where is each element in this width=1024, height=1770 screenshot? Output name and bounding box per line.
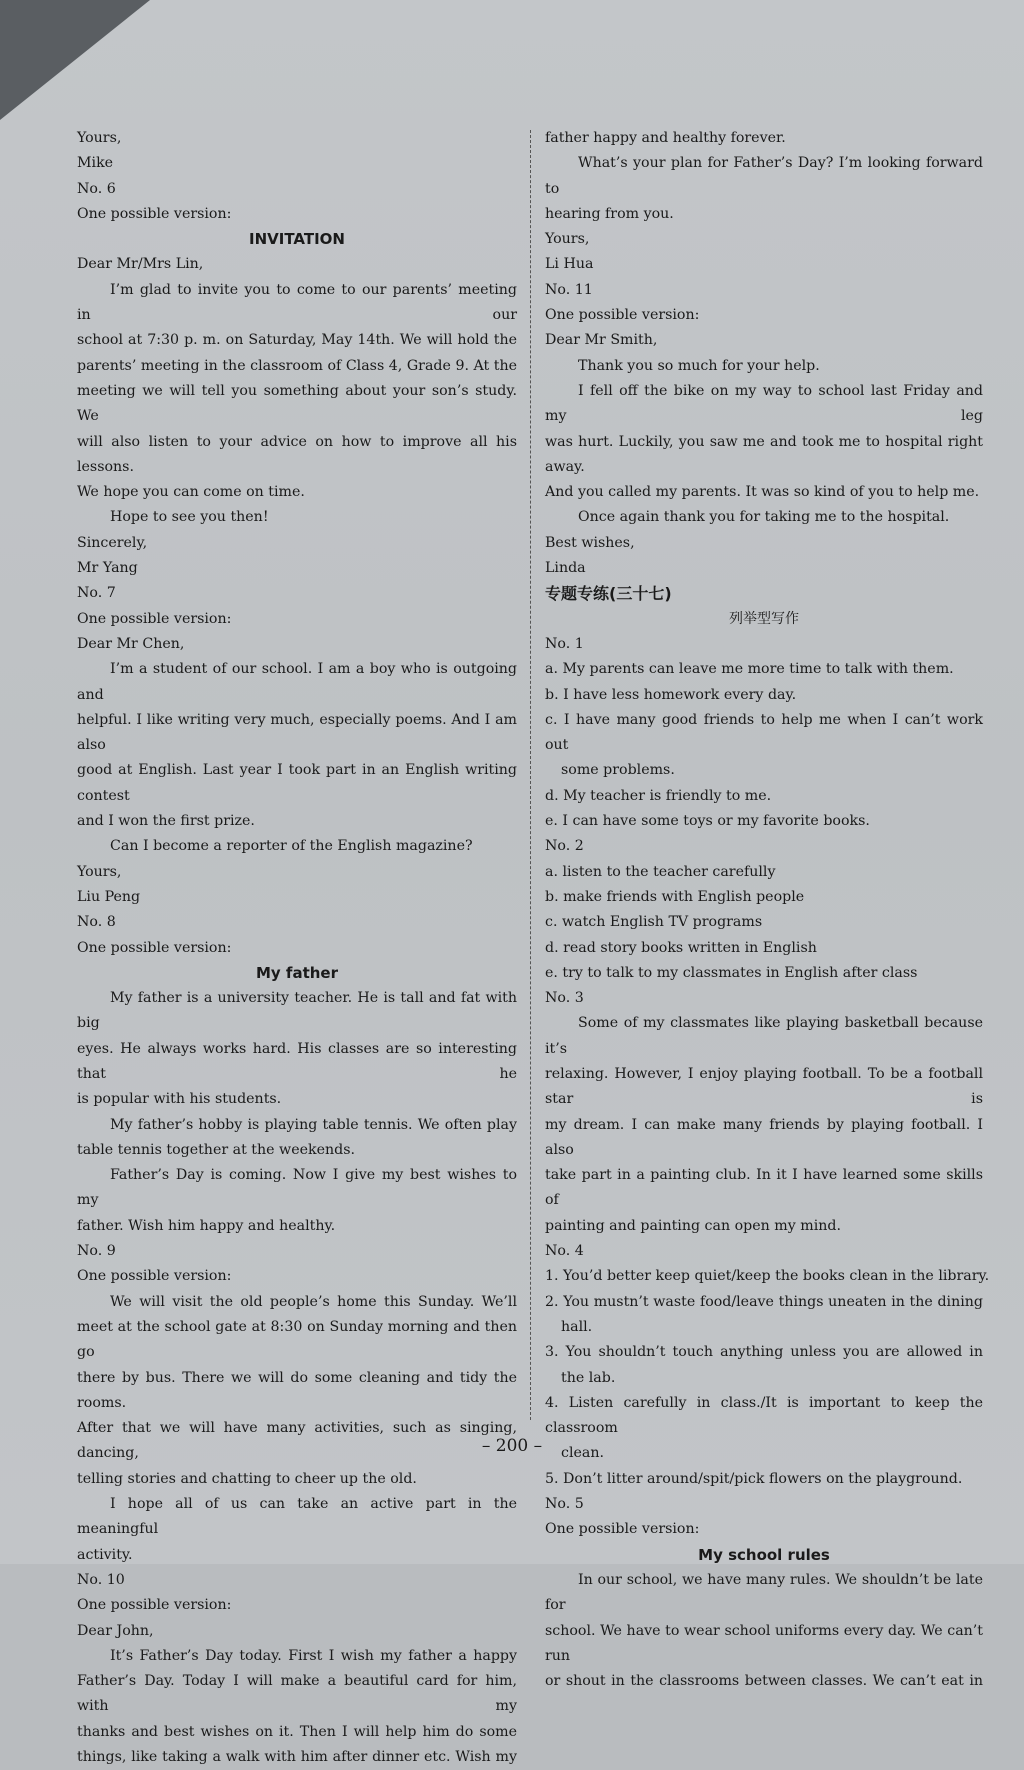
page-number: – 200 –: [481, 1436, 543, 1456]
right-line-28: d. read story books written in English: [545, 939, 817, 956]
right-line-16: 列举型写作: [729, 610, 799, 627]
right-line-37: 1. You’d better keep quiet/keep the books clean in the library.: [545, 1268, 990, 1285]
left-line-31: My father’s hobby is playing table tennis. We often play: [110, 1116, 517, 1133]
right-line-49: school. We have to wear school uniforms every day. We can’t run: [545, 1622, 983, 1664]
right-line-48: In our school, we have many rules. We shouldn’t be late for: [545, 1571, 983, 1614]
right-line-10: was hurt. Luckily, you saw me and took me to hospital right away.: [545, 433, 983, 475]
right-line-32: relaxing. However, I enjoy playing football. To be a football star is: [545, 1065, 983, 1108]
left-line-12: Hope to see you then!: [110, 509, 269, 526]
left-line-11: We hope you can come on time.: [77, 484, 305, 501]
left-line-43: activity.: [77, 1546, 133, 1563]
left-line-23: Yours,: [77, 863, 122, 880]
right-line-27: c. watch English TV programs: [545, 914, 763, 931]
left-line-15: No. 7: [77, 585, 116, 602]
right-line-24: No. 2: [545, 838, 584, 855]
right-column: [545, 126, 990, 1694]
left-line-4: INVITATION: [249, 230, 345, 249]
left-line-33: Father’s Day is coming. Now I give my best wishes to my: [77, 1167, 517, 1209]
right-line-41: the lab.: [561, 1369, 616, 1386]
left-line-40: After that we will have many activities, such as singing, dancing,: [77, 1420, 517, 1462]
left-line-17: Dear Mr Chen,: [77, 635, 185, 652]
left-line-47: It’s Father’s Day today. First I wish my father a happy: [110, 1647, 517, 1664]
left-line-45: One possible version:: [77, 1597, 232, 1614]
right-line-20: c. I have many good friends to help me when I can’t work out: [545, 711, 983, 754]
left-line-42: I hope all of us can take an active part in the meaningful: [77, 1496, 517, 1538]
left-line-32: table tennis together at the weekends.: [77, 1141, 355, 1158]
left-line-3: One possible version:: [77, 205, 232, 222]
left-line-7: school at 7:30 p. m. on Saturday, May 14th. We will hold the: [77, 332, 517, 349]
left-line-24: Liu Peng: [77, 888, 141, 905]
left-line-10: will also listen to your advice on how to improve all his lessons.: [77, 433, 517, 475]
right-line-8: Thank you so much for your help.: [578, 357, 820, 374]
right-line-39: hall.: [561, 1318, 593, 1335]
right-line-50: or shout in the classrooms between classes. We can’t eat in: [545, 1673, 983, 1690]
left-line-27: My father: [256, 963, 338, 982]
left-line-14: Mr Yang: [77, 560, 138, 577]
right-line-1: What’s your plan for Father’s Day? I’m looking forward to: [545, 155, 983, 197]
left-line-48: Father’s Day. Today I will make a beautiful card for him, with my: [77, 1673, 517, 1715]
right-line-17: No. 1: [545, 635, 584, 652]
left-line-37: We will visit the old people’s home this Sunday. We’ll: [110, 1293, 517, 1310]
right-line-4: Li Hua: [545, 256, 594, 273]
left-line-2: No. 6: [77, 180, 116, 197]
right-line-44: 5. Don’t litter around/spit/pick flowers on the playground.: [545, 1470, 963, 1487]
right-line-29: e. try to talk to my classmates in English after class: [545, 964, 918, 981]
left-line-49: thanks and best wishes on it. Then I will help him do some: [77, 1723, 517, 1740]
left-line-38: meet at the school gate at 8:30 on Sunday morning and then go: [77, 1318, 517, 1361]
right-line-42: 4. Listen carefully in class./It is important to keep the classroom: [545, 1394, 983, 1437]
left-line-36: One possible version:: [77, 1268, 232, 1285]
right-line-36: No. 4: [545, 1243, 584, 1260]
left-line-6: I’m glad to invite you to come to our parents’ meeting in our: [77, 281, 517, 324]
right-line-46: One possible version:: [545, 1521, 700, 1538]
right-line-18: a. My parents can leave me more time to talk with them.: [545, 661, 954, 678]
left-line-28: My father is a university teacher. He is tall and fat with big: [77, 990, 517, 1032]
left-line-34: father. Wish him happy and healthy.: [77, 1217, 336, 1234]
left-line-25: No. 8: [77, 914, 116, 931]
left-line-8: parents’ meeting in the classroom of Class 4, Grade 9. At the: [77, 357, 517, 374]
left-line-29: eyes. He always works hard. His classes are so interesting that he: [77, 1040, 517, 1082]
left-line-35: No. 9: [77, 1243, 116, 1260]
left-line-44: No. 10: [77, 1571, 125, 1588]
left-line-39: there by bus. There we will do some cleaning and tidy the rooms.: [77, 1369, 517, 1411]
right-line-13: Best wishes,: [545, 534, 635, 551]
right-line-43: clean.: [561, 1445, 604, 1462]
left-column: [77, 126, 517, 1770]
right-line-30: No. 3: [545, 990, 584, 1007]
left-line-20: good at English. Last year I took part in an English writing contest: [77, 762, 517, 804]
left-line-30: is popular with his students.: [77, 1091, 282, 1108]
right-line-31: Some of my classmates like playing basketball because it’s: [545, 1015, 983, 1057]
right-line-25: a. listen to the teacher carefully: [545, 863, 776, 880]
right-line-9: I fell off the bike on my way to school last Friday and my leg: [545, 382, 983, 425]
right-line-15: 专题专练(三十七): [545, 584, 672, 604]
left-line-26: One possible version:: [77, 939, 232, 956]
right-line-6: One possible version:: [545, 307, 700, 324]
left-line-16: One possible version:: [77, 610, 232, 627]
right-line-11: And you called my parents. It was so kind of you to help me.: [545, 484, 980, 501]
left-line-5: Dear Mr/Mrs Lin,: [77, 256, 204, 273]
right-line-5: No. 11: [545, 281, 593, 298]
right-line-26: b. make friends with English people: [545, 888, 805, 905]
left-line-19: helpful. I like writing very much, especially poems. And I am also: [77, 711, 517, 754]
right-line-7: Dear Mr Smith,: [545, 332, 658, 349]
right-line-22: d. My teacher is friendly to me.: [545, 787, 772, 804]
right-line-40: 3. You shouldn’t touch anything unless you are allowed in: [545, 1344, 983, 1361]
right-line-34: take part in a painting club. In it I have learned some skills of: [545, 1167, 983, 1209]
left-line-0: Yours,: [77, 130, 122, 146]
right-line-21: some problems.: [561, 762, 675, 779]
right-line-33: my dream. I can make many friends by playing football. I also: [545, 1116, 983, 1158]
right-line-19: b. I have less homework every day.: [545, 686, 797, 703]
left-line-13: Sincerely,: [77, 534, 148, 551]
page-corner-shadow: [0, 0, 150, 120]
right-line-2: hearing from you.: [545, 205, 674, 222]
right-line-0: father happy and healthy forever.: [545, 130, 786, 146]
left-line-46: Dear John,: [77, 1622, 154, 1639]
right-line-23: e. I can have some toys or my favorite books.: [545, 813, 870, 830]
left-line-22: Can I become a reporter of the English magazine?: [110, 838, 473, 855]
right-line-47: My school rules: [698, 1545, 830, 1564]
right-line-38: 2. You mustn’t waste food/leave things uneaten in the dining: [545, 1293, 983, 1310]
right-line-12: Once again thank you for taking me to the hospital.: [578, 509, 950, 526]
right-line-3: Yours,: [545, 231, 590, 248]
left-line-41: telling stories and chatting to cheer up the old.: [77, 1470, 417, 1487]
left-line-50: things, like taking a walk with him after dinner etc. Wish my: [77, 1749, 517, 1765]
left-line-21: and I won the first prize.: [77, 813, 255, 830]
left-line-9: meeting we will tell you something about your son’s study. We: [77, 382, 517, 425]
right-line-35: painting and painting can open my mind.: [545, 1217, 841, 1234]
right-line-14: Linda: [545, 560, 586, 577]
left-line-1: Mike: [77, 155, 114, 172]
left-line-18: I’m a student of our school. I am a boy who is outgoing and: [77, 661, 517, 703]
right-line-45: No. 5: [545, 1496, 584, 1513]
column-divider: [530, 130, 531, 1420]
